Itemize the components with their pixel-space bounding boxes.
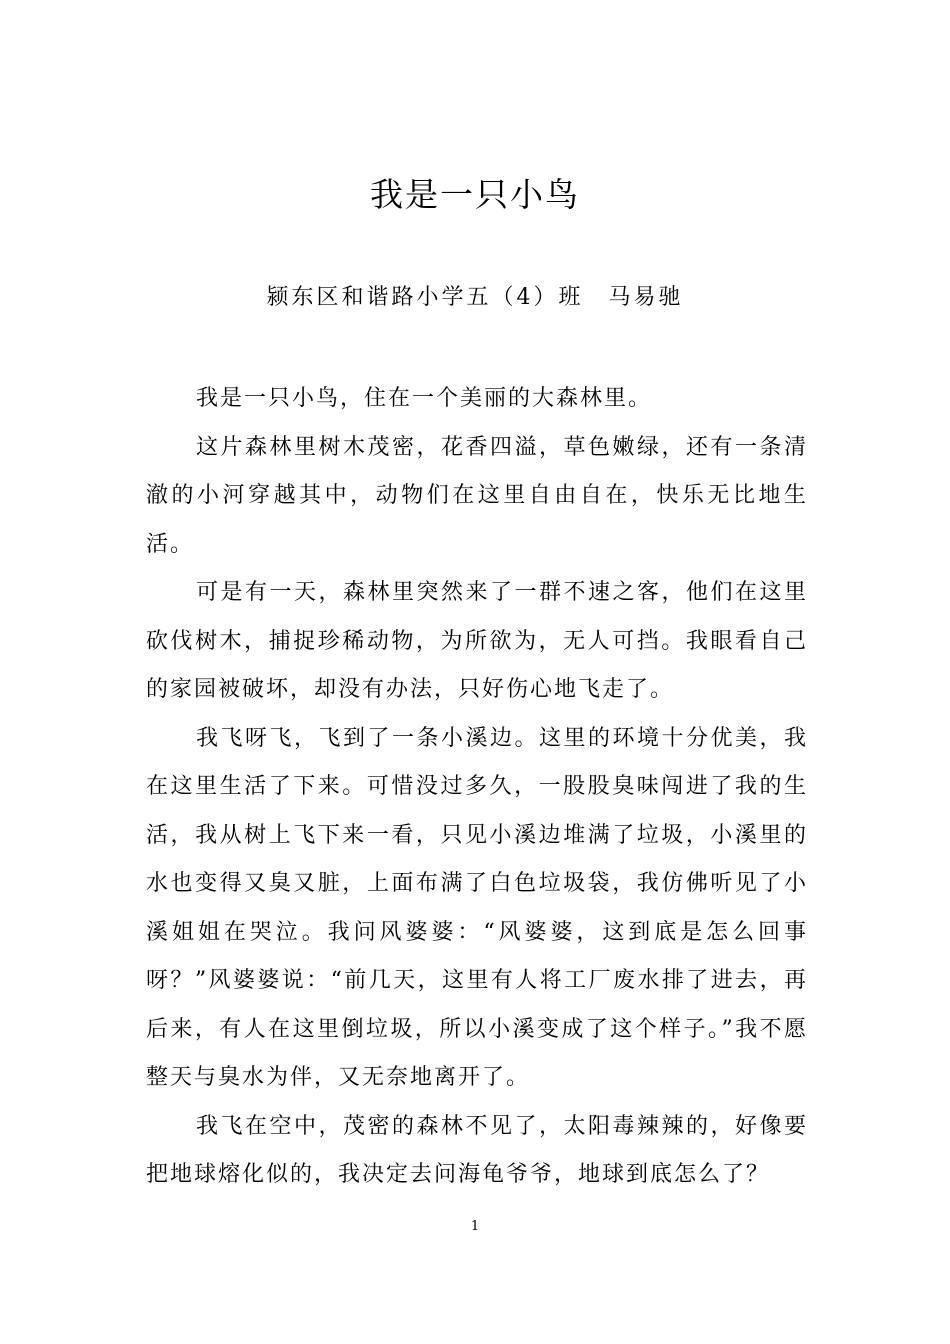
- article-body: [146, 375, 808, 1200]
- paragraph: 这片森林里树木茂密，花香四溢，草色嫩绿，还有一条清澈的小河穿越其中，动物们在这里自由自在，快乐无比地生活。: [146, 434, 808, 557]
- author-byline: 颍东区和谐路小学五（4）班 马易驰: [266, 285, 684, 310]
- paragraph: 我飞在空中，茂密的森林不见了，太阳毒辣辣的，好像要把地球熔化似的，我决定去问海龟爷爷，地球到底怎么了？: [146, 1113, 808, 1187]
- page-number: 1: [470, 1219, 480, 1234]
- paragraph: 我是一只小鸟，住在一个美丽的大森林里。: [196, 386, 653, 411]
- paragraph: 我飞呀飞，飞到了一条小溪边。这里的环境十分优美，我在这里生活了下来。可惜没过多久，一股股臭味闯进了我的生活，我从树上飞下来一看，只见小溪边堆满了垃圾，小溪里的水也变得又臭又脏，上面布满了白色垃圾袋，我仿佛听见了小溪姐姐在哭泣。我问风婆婆：“风婆婆，这到底是怎么回事呀？”风婆婆说：“前几天，这里有人将工厂废水排了进去，再后来，有人在这里倒垃圾，所以小溪变成了这个样子。”我不愿整天与臭水为伴，又无奈地离开了。: [146, 725, 808, 1090]
- paragraph: 可是有一天，森林里突然来了一群不速之客，他们在这里砍伐树木，捕捉珍稀动物，为所欲为，无人可挡。我眼看自己的家园被破坏，却没有办法，只好伤心地飞走了。: [146, 580, 808, 702]
- page-title: 我是一只小鸟: [370, 175, 580, 214]
